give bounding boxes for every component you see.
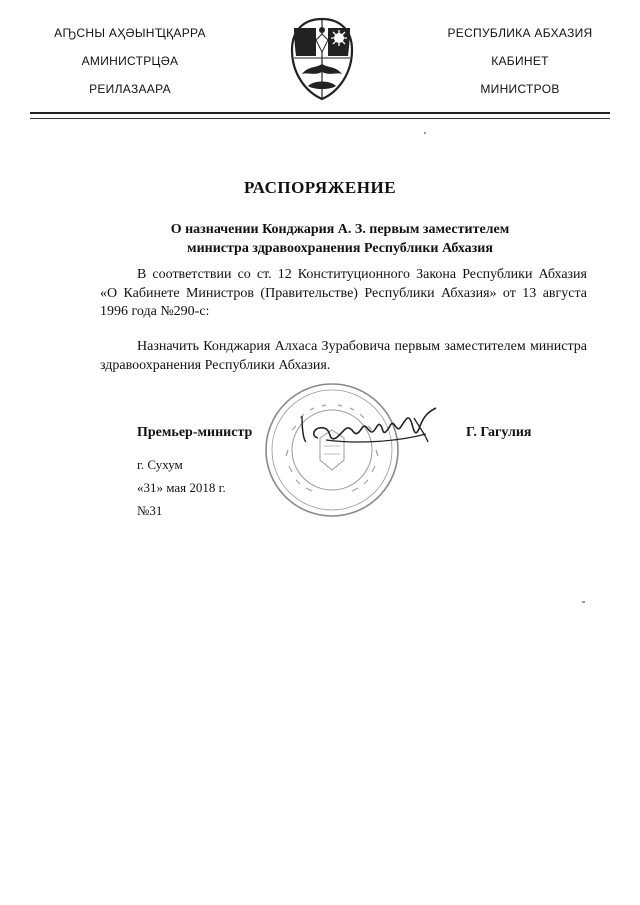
document-title: РАСПОРЯЖЕНИЕ (243, 178, 397, 197)
scan-speck (424, 132, 426, 134)
header-right-line-3: МИНИСТРОВ (480, 82, 560, 96)
body-paragraph-2: Назначить Конджария Алхаса Зурабовича первым заместителем министра здравоохранения Республики Абхазия. (100, 339, 587, 373)
header-rule-thin (30, 118, 610, 119)
signer-position: Премьер-министр (137, 425, 253, 440)
header-left-line-1: АҦСНЫ АҲӘЫНҴҚАРРА (54, 26, 206, 40)
abkhazia-coat-of-arms-icon (286, 16, 358, 102)
header-right-line-2: КАБИНЕТ (491, 54, 549, 68)
subject-line-1: О назначении Конджария А. З. первым заместителем (170, 222, 510, 237)
signer-name: Г. Гагулия (466, 425, 532, 440)
document-number: №31 (137, 503, 163, 518)
scan-speck (582, 601, 585, 603)
header-right-line-1: РЕСПУБЛИКА АБХАЗИЯ (447, 26, 593, 40)
place-of-issue: г. Сухум (137, 457, 183, 472)
handwritten-signature-icon (296, 398, 456, 458)
header-left-line-3: РЕИЛАЗААРА (89, 82, 171, 96)
header-left-line-2: АМИНИСТРЦӘА (81, 54, 179, 68)
header-rule-thick (30, 112, 610, 114)
subject-line-2: министра здравоохранения Республики Абхазия (187, 241, 493, 256)
document-subject (0, 220, 640, 258)
body-paragraph-1: В соответствии со ст. 12 Конституционного Закона Республики Абхазия «О Кабинете Министров (Правительстве) Республики Абхазия» от 13 августа 1996 года №290-с: (100, 267, 587, 319)
issue-date: «31» мая 2018 г. (137, 480, 226, 495)
